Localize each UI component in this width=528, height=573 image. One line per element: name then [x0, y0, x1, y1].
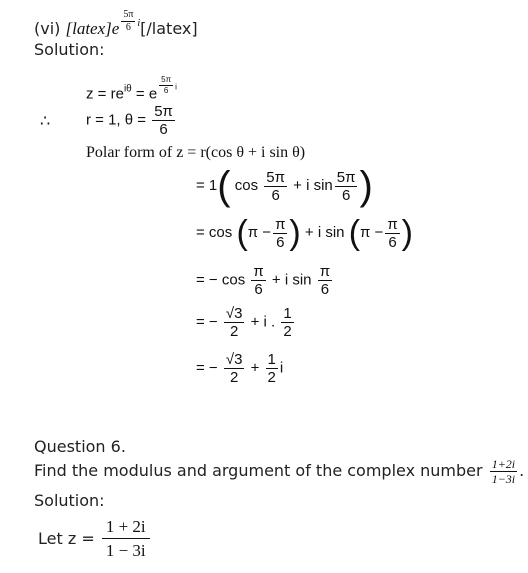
part-heading: [34, 10, 198, 39]
question-text: Find the modulus and argument of the complex number $\frac{1+2i}{1-3i}$ .: [34, 457, 525, 486]
part-label: (vi): [34, 19, 61, 38]
step-line-3: = − cos $\frac{\pi}{6}$ + i sin $\frac{\pi}{6}$: [196, 263, 331, 298]
step-line-5: = − $\frac{√3}{2}$ + $\frac{1}{2}$ i: [196, 351, 284, 386]
step-line-4: = − $\frac{√3}{2}$ + i . $\frac{1}{2}$: [196, 305, 292, 340]
solution-label: Solution:: [34, 40, 105, 59]
euler-e: e: [111, 19, 120, 38]
exponent-fraction: $\frac{5\pi}{6}$: [123, 9, 134, 33]
step-line-2: = cos (π − $\frac{\pi}{6}$ ) + i sin (π − $\frac{\pi}{6}$ ): [196, 214, 413, 252]
let-z-expression: Let z = $\frac{1 + 2i}{1 - 3i}$: [38, 518, 152, 559]
step-z-exponential: $z = re^{i\theta} = e$ $\frac{5\pi}{6}$ i: [86, 75, 177, 103]
step-r-theta: r = 1, θ = $\frac{5\pi}{6}$: [86, 103, 173, 138]
step-polar-form: Polar form of z = r(cos θ + i sin θ): [86, 144, 306, 161]
latex-close-tag: [/latex]: [140, 19, 198, 38]
step-line-1: = 1( cos $\frac{5\pi}{6}$ + i sin $\frac{5\pi}{6}$ ): [196, 164, 373, 208]
question-title: Question 6.: [34, 437, 126, 456]
latex-open-tag: [latex]: [65, 19, 112, 38]
therefore-symbol: ∴: [40, 113, 51, 130]
exponent: $\frac{5\pi}{6}$ i: [123, 9, 141, 33]
solution-label-2: Solution:: [34, 491, 105, 510]
